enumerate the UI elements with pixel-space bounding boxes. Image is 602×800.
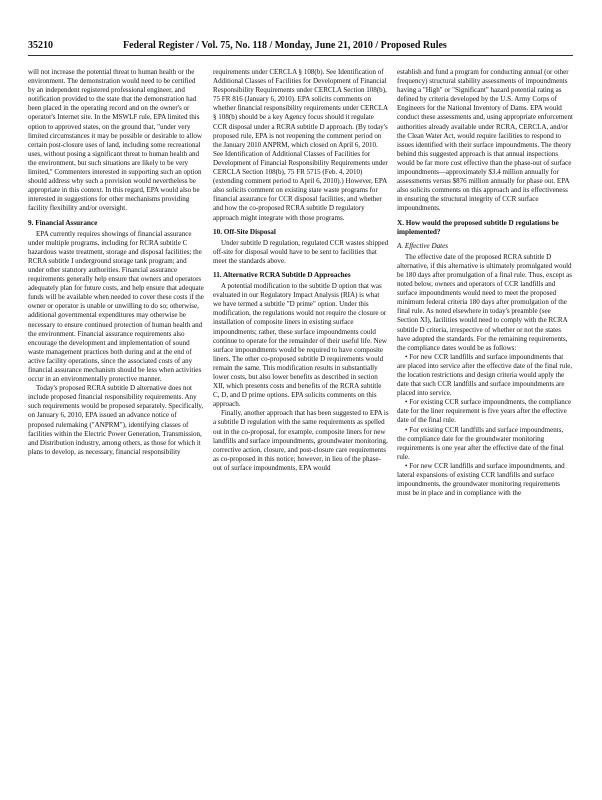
paragraph: EPA currently requires showings of financial assurance under multiple programs, including for RCRA subtitle C hazardous waste treatment, storage and disposal facilities; the RCRA subtitle I underground storage tank program; and under other statutory authorities. Financial assurance requirements generally help ensure that owners and operators adequately plan for future costs, and help ensure that adequate funds will be available when needed to cover these costs if the owner or operator is unable or unwilling to do so; otherwise, additional governmental expenditures may otherwise be necessary to ensure continued protection of human health and the environment. Financial assurance requirements also encourage the development and implementation of sound waste management practices both during and at the end of active facility operations, since the associated costs of any financial assurance mechanism should be less when activities occur in an environmentally protective manner. xyxy=(28,229,204,384)
section-heading: X. How would the proposed subtitle D regulations be implemented? xyxy=(397,218,559,236)
paragraph: will not increase the potential threat to human health or the environment. The demonstration would need to be certified by an independent registered professional engineer, and notification provided to the state that the demonstration had been placed in the operating record and on the owner's or operator's Internet site. In the MSWLF rule, EPA limited this option to approved states, on the ground that, "under very limited circumstances it may be possible or desirable to allow certain post-closure uses of land, including some recreational uses, without posing a significant threat to human health and the environment, but such situations are likely to be very limited," Commenters interested in supporting such an option should address why such a provision would nevertheless be appropriate in this context. In this regard, EPA would also be interested in suggestions for other mechanisms providing facility flexibility and/or oversight. xyxy=(28,68,202,213)
paragraph: A potential modification to the subtitle D option that was evaluated in our Regulatory Impact Analysis (RIA) is what we have termed a subtitle "D prime" option. Under this modification, the regulations would not require the closure or installation of composite liners in existing surface impoundments; rather, these surface impoundments could continue to operate for the remainder of their useful life. New surface impoundments would be required to have composite liners. The other co-proposed subtitle D requirements would remain the same. This modification results in substantially lower costs, but also lower benefits as described in section XII, which presents costs and benefits of the RCRA subtitle C, D, and D prime options. EPA solicits comments on this approach. xyxy=(213,282,387,409)
paragraph: Finally, another approach that has been suggested to EPA is a subtitle D regulation with the same requirements as spelled out in the co-proposal, for example, composite liners for new landfills and surface impoundments, groundwater monitoring, corrective action, closure, and post-closure care requirements as co-proposed in this notice; however, in lieu of the phase-out of surface impoundments, EPA would xyxy=(213,409,389,472)
paragraph: • For new CCR landfills and surface impoundments that are placed into service after the effective date of the final rule, the location restrictions and design criteria would apply the date that such CCR landfills and surface impoundments are placed into service. xyxy=(397,352,573,398)
section-heading: 9. Financial Assurance xyxy=(28,218,98,227)
paragraph: • For new CCR landfills and surface impoundments, and lateral expansions of existing CCR landfills and surface impoundments, the groundwater monitoring requirements must be in place and in compliance with the xyxy=(397,461,565,498)
paragraph: requirements under CERCLA § 108(b). See Identification of Additional Classes of Facilities for Development of Financial Responsibility Requirements under CERCLA Section 108(b), 75 FR 816 (January 6, 2010). EPA solicits comments on whether financial responsibility requirements under CERCLA § 108(b) should be a key Agency focus should it regulate CCR disposal under a RCRA subtitle D approach. (By today's proposed rule, EPA is not reopening the comment period on the January 2010 ANPRM, which closed on April 6, 2010. See Identification of Additional Classes of Facilities for Development of Financial Responsibility Requirements under CERCLA Section 108(b), 75 FR 5715 (Feb. 4, 2010) (extending comment period to April 6, 2010).) However, EPA also solicits comment on existing state waste programs for financial assurance for CCR disposal facilities, and whether and how the co-proposed RCRA subtitle D regulatory approach might integrate with those programs. xyxy=(213,68,388,222)
running-title: Federal Register / Vol. 75, No. 118 / Monday, June 21, 2010 / Proposed Rules xyxy=(123,40,447,51)
paragraph: Today's proposed RCRA subtitle D alternative does not include proposed financial responsibility requirements. Any such requirements would be proposed separately. Specifically, on January 6, 2010, EPA issued an advance notice of proposed rulemaking ("ANPRM"), identifying classes of facilities within the Electric Power Generation, Transmission, and Distribution industry, among others, as those for which it plans to develop, as necessary, financial responsibility xyxy=(28,384,204,456)
paragraph: establish and fund a program for conducting annual (or other frequency) structural stability assessments of impoundments having a "High" or "Significant" hazard potential rating as defined by criteria developed by the U.S. Army Corps of Engineers for the National Inventory of Dams. EPA would conduct these assessments and, using appropriate enforcement authorities already available under RCRA, CERCLA, and/or the Clean Water Act, would require facilities to respond to issues identified with their surface impoundments. The theory behind this suggested approach is that annual inspections would be far more cost effective than the phase-out of surface impoundments—approximately $3.4 million annually for assessments versus $876 million annually for phase out. EPA also solicits comments on this approach and its effectiveness in ensuring the structural integrity of CCR surface impoundments. xyxy=(397,68,573,213)
column-1 xyxy=(28,68,204,768)
paragraph: The effective date of the proposed RCRA subtitle D alternative, if this alternative is ultimately promulgated would be 180 days after promulgation of a final rule. Thus, except as noted below, owners and operators of CCR landfills and surface impoundments would need to meet the proposed minimum federal criteria 180 days after promulgation of the final rule. As noted elsewhere in today's preamble (see Section XI), facilities would need to comply with the RCRA subtitle D criteria, irrespective of whether or not the states have adopted the standards. For the remaining requirements, the compliance dates would be as follows: xyxy=(397,252,573,352)
column-3 xyxy=(397,68,573,768)
paragraph: • For existing CCR landfills and surface impoundments, the compliance date for the groundwater monitoring requirements is one year after the effective date of the final rule. xyxy=(397,425,564,461)
header-rule xyxy=(28,55,573,56)
column-2 xyxy=(213,68,389,768)
paragraph: • For existing CCR surface impoundments, the compliance date for the liner requirement is five years after the effective date of the final rule. xyxy=(397,398,572,425)
section-heading: A. Effective Dates xyxy=(397,241,449,250)
section-heading: 11. Alternative RCRA Subtitle D Approaches xyxy=(213,270,351,279)
page-number: 35210 xyxy=(28,40,53,51)
page-header xyxy=(28,40,572,51)
paragraph: Under subtitle D regulation, regulated CCR wastes shipped off-site for disposal would have to be sent to facilities that meet the standards above. xyxy=(213,238,389,265)
section-heading: 10. Off-Site Disposal xyxy=(213,227,276,236)
